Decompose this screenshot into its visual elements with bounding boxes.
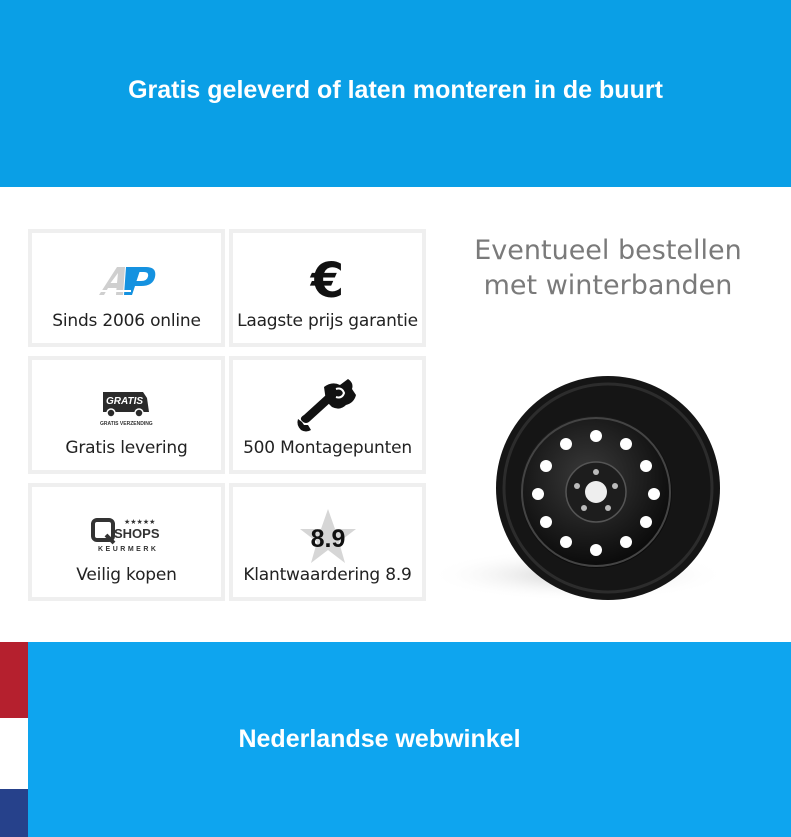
- flag-red-stripe: [0, 642, 28, 718]
- feature-label: Gratis levering: [65, 438, 188, 458]
- dutch-flag: [0, 642, 28, 837]
- feature-label: Veilig kopen: [76, 565, 177, 585]
- bottom-banner: [28, 642, 791, 837]
- feature-safe-buying: [28, 483, 225, 601]
- feature-label: Klantwaardering 8.9: [243, 565, 412, 585]
- top-banner: [0, 0, 791, 187]
- feature-lowest-price: [229, 229, 426, 347]
- star-rating-icon: [293, 507, 363, 567]
- tire-wheel-icon: [428, 360, 728, 610]
- feature-free-delivery: [28, 356, 225, 474]
- flag-blue-stripe: [0, 789, 28, 837]
- euro-icon: €: [310, 253, 345, 309]
- promo-line-1: Eventueel bestellen: [474, 235, 742, 266]
- feature-rating: [229, 483, 426, 601]
- qshops-logo-subtext: KEURMERK: [97, 546, 158, 553]
- rating-value: 8.9: [310, 525, 345, 553]
- gratis-logo-subtext: GRATIS VERZENDING: [99, 421, 153, 427]
- flag-white-stripe: [0, 718, 28, 789]
- qshops-keurmerk-icon: [90, 515, 164, 555]
- winter-tire-image: [428, 360, 728, 610]
- feature-online-since: [28, 229, 225, 347]
- footer-title: Nederlandse webwinkel: [238, 725, 521, 753]
- feature-label: Sinds 2006 online: [52, 311, 201, 331]
- promo-line-2: met winterbanden: [483, 270, 733, 301]
- feature-label: Laagste prijs garantie: [237, 311, 418, 331]
- delivery-truck-icon: [97, 388, 157, 428]
- feature-label: 500 Montagepunten: [243, 438, 412, 458]
- svg-text:★★★★★: ★★★★★: [123, 518, 155, 526]
- feature-grid: [28, 229, 426, 601]
- wrench-hand-icon: [296, 375, 360, 435]
- feature-mount-points: [229, 356, 426, 474]
- promo-text: [430, 233, 786, 303]
- ap-logo-icon: [91, 261, 163, 301]
- qshops-logo-text: SHOPS: [113, 526, 160, 541]
- gratis-logo-text: GRATIS: [105, 396, 143, 407]
- banner-title: Gratis geleverd of laten monteren in de buurt: [128, 76, 663, 104]
